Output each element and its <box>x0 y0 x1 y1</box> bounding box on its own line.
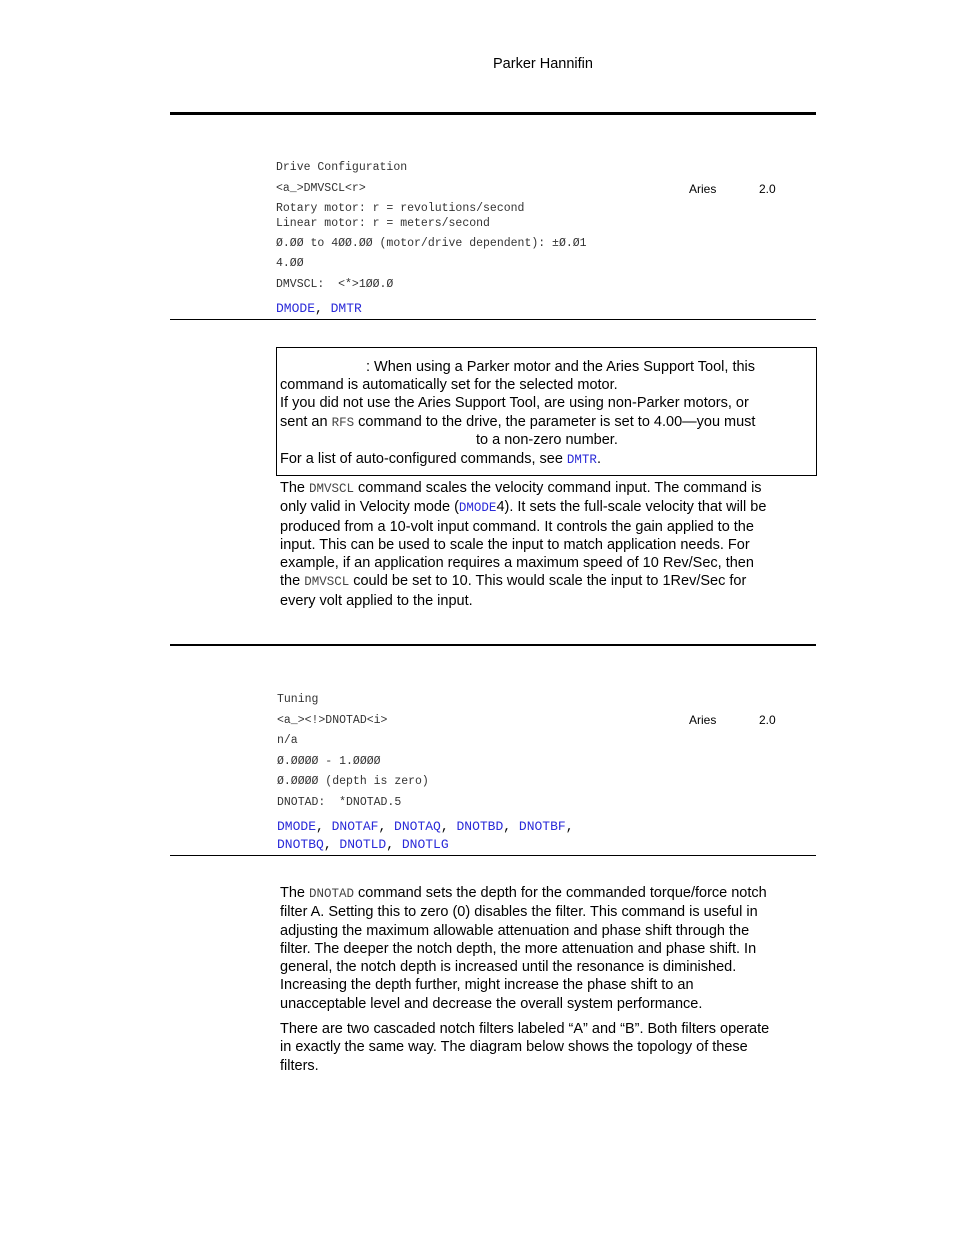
cmd1-response: DMVSCL: <*>1ØØ.Ø <box>276 278 394 291</box>
note-line: command is automatically set for the selected motor. <box>280 377 618 393</box>
cmd1-type: Drive Configuration <box>276 161 408 174</box>
see-also-link[interactable]: DMODE <box>277 819 317 834</box>
link-dmode[interactable]: DMODE <box>458 501 497 516</box>
cmd2-description-filters: There are two cascaded notch filters labeled “A” and “B”. Both filters operate in exactly the same way. The diagram below shows the topology of these filters. <box>280 1021 770 1074</box>
section-divider-middle <box>170 644 816 646</box>
see-also-link-dmtr[interactable]: DMTR <box>330 301 362 316</box>
cmd2-rev: 2.0 <box>759 713 776 727</box>
cmd2-units: n/a <box>277 734 298 747</box>
cmd1-units-rotary: Rotary motor: r = revolutions/second <box>276 202 525 215</box>
see-also-link[interactable]: DNOTAF <box>331 819 379 834</box>
see-also-link-dmode[interactable]: DMODE <box>276 301 316 316</box>
cmd2-see-also-line2: DNOTBQ, DNOTLD, DNOTLG <box>277 837 449 852</box>
cmd2-syntax: <a_><!>DNOTAD<i> <box>277 714 388 727</box>
page-header-company: Parker Hannifin <box>493 56 593 72</box>
cmd1-default: 4.ØØ <box>276 257 304 270</box>
cmd1-units-linear: Linear motor: r = meters/second <box>276 217 490 230</box>
see-also-link[interactable]: DNOTBQ <box>277 837 324 852</box>
see-also-link[interactable]: DNOTBD <box>456 819 504 834</box>
cmd2-type: Tuning <box>277 693 319 706</box>
note-line: For a list of auto-configured commands, see DMTR. <box>280 451 601 467</box>
note-line: : When using a Parker motor and the Aries Support Tool, this <box>366 359 756 375</box>
cmd2-range: Ø.ØØØØ - 1.ØØØØ <box>277 755 381 768</box>
cmd2-response: DNOTAD: *DNOTAD.5 <box>277 796 402 809</box>
section-divider-top <box>170 112 816 115</box>
cmd1-rev: 2.0 <box>759 182 776 196</box>
note-line: sent an RFS command to the drive, the parameter is set to 4.00—you must <box>280 414 756 430</box>
cmd2-table-divider <box>170 855 816 856</box>
cmd1-syntax: <a_>DMVSCL<r> <box>276 182 366 195</box>
cmd1-product: Aries <box>689 182 717 196</box>
note-line: If you did not use the Aries Support Tool, are using non-Parker motors, or <box>280 395 749 411</box>
see-also-link[interactable]: DNOTAQ <box>394 819 441 834</box>
cmd2-see-also-line1: DMODE, DNOTAF, DNOTAQ, DNOTBD, DNOTBF, <box>277 819 574 834</box>
cmd1-table-divider <box>170 319 816 320</box>
cmd2-product: Aries <box>689 713 717 727</box>
note-line: to a non-zero number. <box>476 432 618 448</box>
see-also-link[interactable]: DNOTBF <box>518 819 566 834</box>
cmd1-see-also: DMODE, DMTR <box>276 301 362 316</box>
cmd2-default: Ø.ØØØØ (depth is zero) <box>277 775 429 788</box>
cmd2-description: The DNOTAD command sets the depth for the commanded torque/force notch filter A. Setting this to zero (0) disables the filter. This command is useful in adjusting the maximum allowable attenuation and phase shift through the filter. The deeper the notch depth, the more attenuation and phase shift. In general, the notch depth is increased until the resonance is diminished. Increasing the depth further, might increase the phase shift to an unacceptable level and decrease the overall system performance. <box>280 885 767 1012</box>
see-also-link[interactable]: DNOTLD <box>339 837 387 852</box>
cmd1-description: The DMVSCL command scales the velocity command input. The command is only valid in Velocity mode (DMODE4). It sets the full-scale velocity that will be produced from a 10-volt input command. It controls the gain applied to the input. This can be used to scale the input to match application needs. For example, if an application requires a maximum speed of 10 Rev/Sec, then the DMVSCL could be set to 10. This would scale the input to 1Rev/Sec for every volt applied to the input. <box>280 480 767 609</box>
link-dmtr[interactable]: DMTR <box>566 453 597 467</box>
code-rfs: RFS <box>331 416 355 430</box>
see-also-link[interactable]: DNOTLG <box>401 837 449 852</box>
cmd1-range: Ø.ØØ to 4ØØ.ØØ (motor/drive dependent): ±Ø.Ø1 <box>276 237 587 250</box>
